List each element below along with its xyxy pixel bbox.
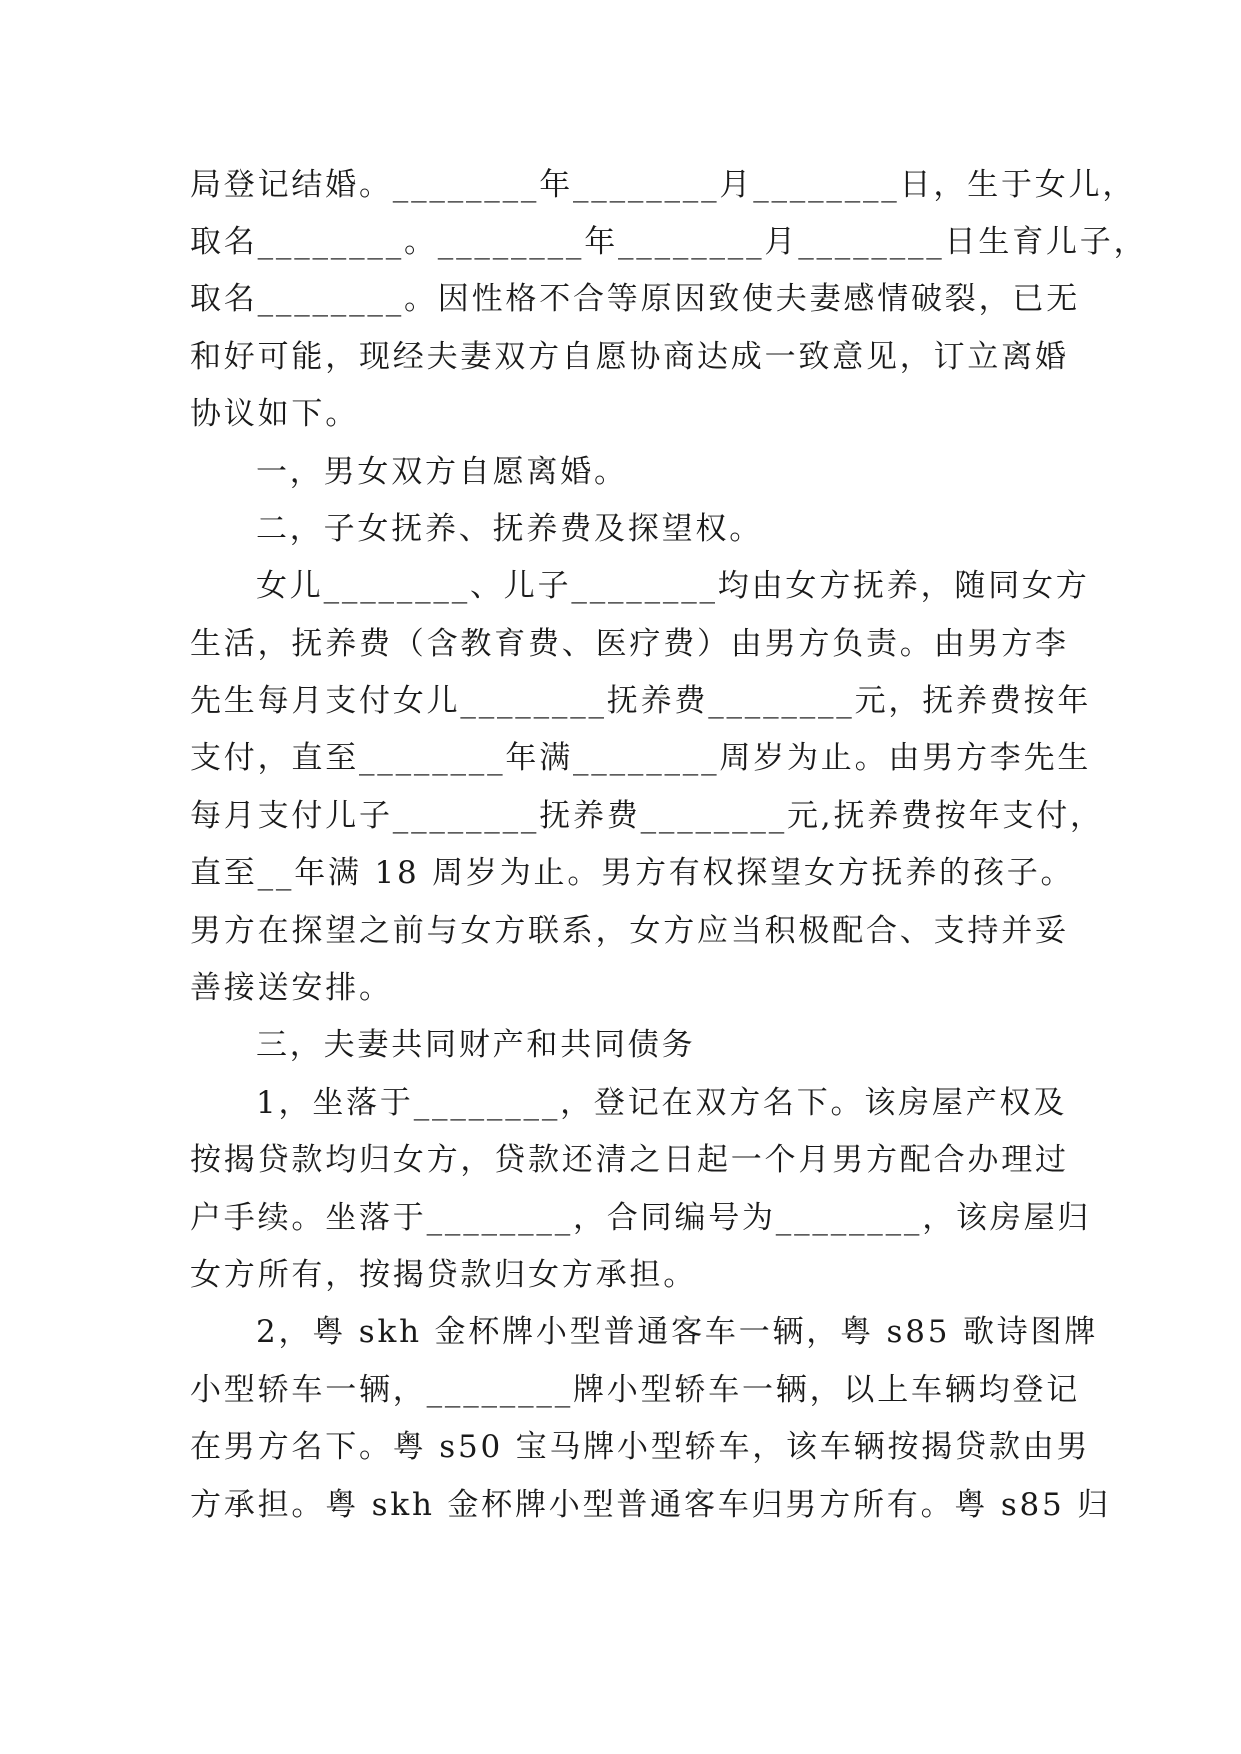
- text-line: 和好可能，现经夫妻双方自愿协商达成一致意见，订立离婚: [190, 339, 1069, 375]
- text-line: 男方在探望之前与女方联系，女方应当积极配合、支持并妥: [190, 913, 1069, 949]
- section-heading: 二，子女抚养、抚养费及探望权。: [256, 511, 763, 547]
- text-line: 2，粤 skh 金杯牌小型普通客车一辆，粤 s85 歌诗图牌: [256, 1314, 1099, 1350]
- text-line: 1，坐落于________，登记在双方名下。该房屋产权及: [256, 1085, 1068, 1121]
- text-line: 善接送安排。: [190, 970, 393, 1006]
- text-line: 女方所有，按揭贷款归女方承担。: [190, 1257, 697, 1293]
- text-line: 取名________。因性格不合等原因致使夫妻感情破裂，已无: [190, 281, 1080, 317]
- text-line: 直至__年满 18 周岁为止。男方有权探望女方抚养的孩子。: [190, 855, 1075, 891]
- text-line: 局登记结婚。________年________月________日，生于女儿，: [190, 167, 1137, 203]
- text-line: 在男方名下。粤 s50 宝马牌小型轿车，该车辆按揭贷款由男: [190, 1429, 1091, 1465]
- text-line: 户手续。坐落于________，合同编号为________，该房屋归: [190, 1200, 1092, 1236]
- text-line: 生活，抚养费（含教育费、医疗费）由男方负责。由男方李: [190, 626, 1069, 662]
- text-line: 协议如下。: [190, 396, 359, 432]
- text-line: 取名________。________年________月________日生育儿子，: [190, 224, 1148, 260]
- text-line: 方承担。粤 skh 金杯牌小型普通客车归男方所有。粤 s85 归: [190, 1487, 1112, 1523]
- section-heading: 一，男女双方自愿离婚。: [256, 454, 628, 490]
- text-line: 支付，直至________年满________周岁为止。由男方李先生: [190, 740, 1092, 776]
- text-line: 女儿________、儿子________均由女方抚养，随同女方: [256, 568, 1090, 604]
- text-line: 先生每月支付女儿________抚养费________元，抚养费按年: [190, 683, 1092, 719]
- text-line: 按揭贷款均归女方，贷款还清之日起一个月男方配合办理过: [190, 1142, 1069, 1178]
- text-line: 小型轿车一辆，________牌小型轿车一辆，以上车辆均登记: [190, 1372, 1080, 1408]
- text-line: 每月支付儿子________抚养费________元,抚养费按年支付，: [190, 798, 1104, 834]
- section-heading: 三，夫妻共同财产和共同债务: [256, 1027, 696, 1063]
